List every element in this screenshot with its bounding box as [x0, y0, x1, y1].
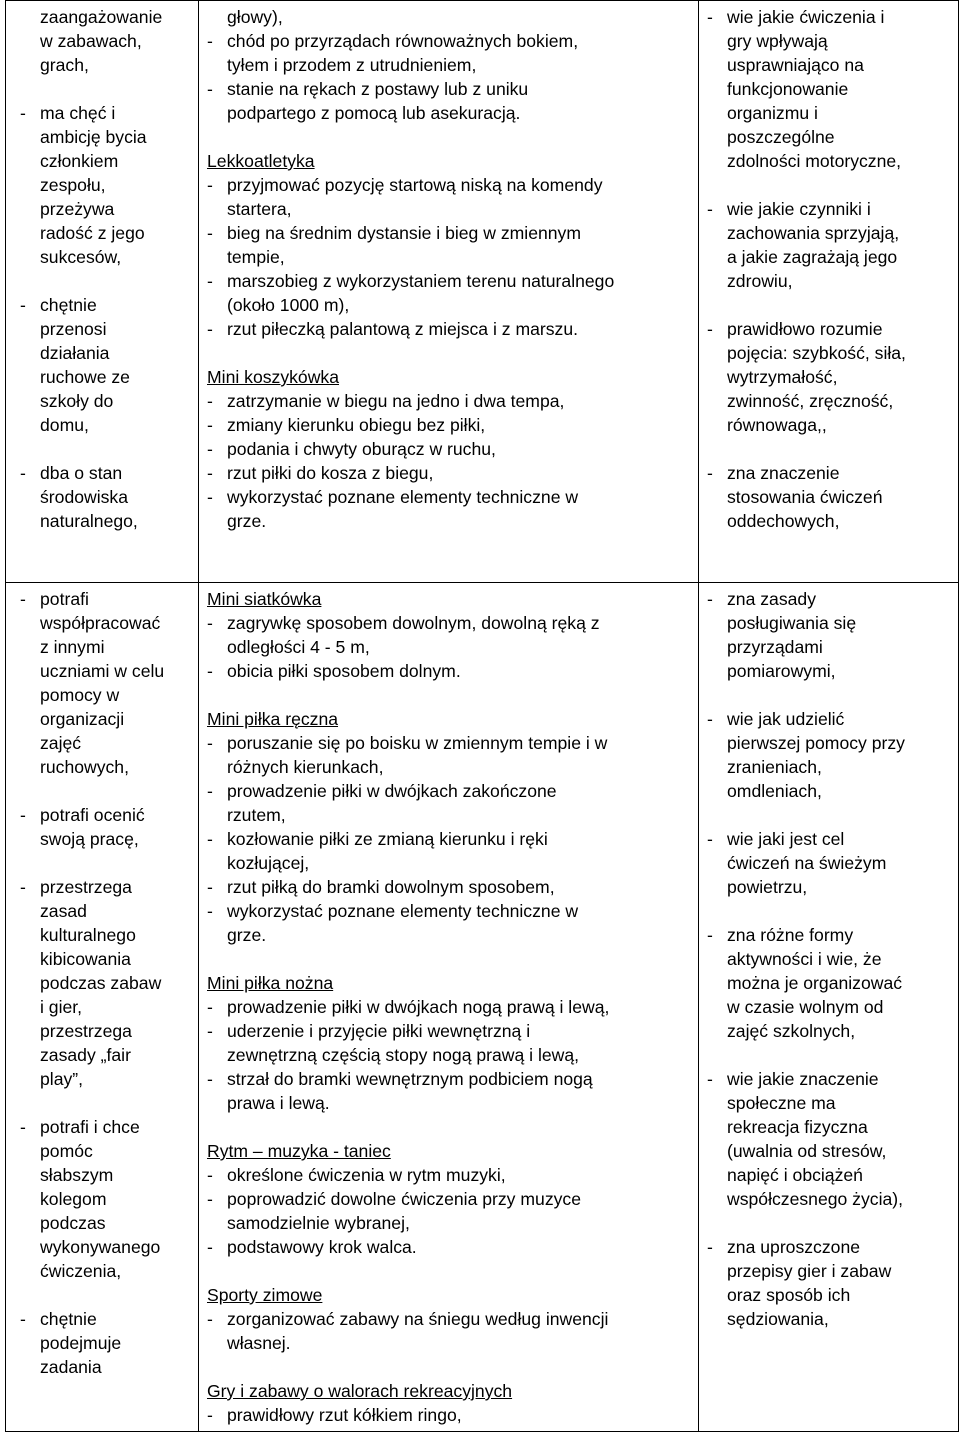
list-item — [707, 1235, 954, 1331]
bullet-dash: - — [707, 7, 713, 27]
list-item-line: kozłującej, — [227, 853, 310, 873]
list-item — [20, 293, 194, 437]
spacer — [707, 683, 954, 707]
list-item-line: tyłem i przodem z utrudnieniem, — [227, 55, 477, 75]
list-item-line: stanie na rękach z postawy lub z uniku — [227, 79, 529, 99]
text-line: w zabawach, — [40, 31, 142, 51]
list-item-line: kibicowania — [40, 949, 131, 969]
bullet-dash: - — [207, 463, 213, 483]
list-item-line: zna uproszczone — [727, 1237, 861, 1257]
list-item — [207, 995, 692, 1019]
list-item-line: uczniami w celu — [40, 661, 165, 681]
bullet-dash: - — [207, 1405, 213, 1425]
list-item-line: słabszym — [40, 1165, 114, 1185]
spacer — [707, 173, 954, 197]
list-item-line: rzut piłeczką palantową z miejsca i z marszu. — [227, 319, 579, 339]
bullet-dash: - — [707, 463, 713, 483]
bullet-dash: - — [207, 877, 213, 897]
list-item-line: ma chęć i — [40, 103, 116, 123]
text-line: głowy), — [227, 7, 283, 27]
list-item — [207, 1163, 692, 1187]
list-item-line: można je organizować — [727, 973, 903, 993]
list-item-line: wie jak udzielić — [727, 709, 845, 729]
list-item-line: ruchowych, — [40, 757, 129, 777]
list-item-line: działania — [40, 343, 110, 363]
bullet-dash: - — [207, 271, 213, 291]
list-item-line: potrafi i chce — [40, 1117, 140, 1137]
spacer — [707, 437, 954, 461]
list-item-line: zdrowiu, — [727, 271, 793, 291]
text-line: zaangażowanie — [40, 7, 163, 27]
list-item-line: pomóc — [40, 1141, 93, 1161]
list-item — [207, 1187, 692, 1235]
list-item-line: zadania — [40, 1357, 102, 1377]
list-item — [707, 587, 954, 683]
section-heading: Sporty zimowe — [207, 1285, 323, 1305]
bullet-dash: - — [207, 613, 213, 633]
list-item-line: (uwalnia od stresów, — [727, 1141, 887, 1161]
list-item-line: przyrządami — [727, 637, 823, 657]
bullet-dash: - — [207, 997, 213, 1017]
spacer — [20, 779, 194, 803]
list-item-line: pojęcia: szybkość, siła, — [727, 343, 906, 363]
list-item-line: poszczególne — [727, 127, 835, 147]
list-item-line: zdolności motoryczne, — [727, 151, 902, 171]
list-item-line: oddechowych, — [727, 511, 840, 531]
list-item-line: zna znaczenie — [727, 463, 840, 483]
bullet-dash: - — [207, 415, 213, 435]
spacer — [207, 947, 692, 971]
list-item-line: prawidłowy rzut kółkiem ringo, — [227, 1405, 462, 1425]
list-item — [207, 731, 692, 779]
list-item-line: rzutem, — [227, 805, 286, 825]
list-item-line: sędziowania, — [727, 1309, 829, 1329]
list-item — [20, 1307, 194, 1379]
list-item — [207, 1307, 692, 1355]
section-heading: Mini koszykówka — [207, 367, 339, 387]
list-item-line: zasad — [40, 901, 87, 921]
list-item — [207, 437, 692, 461]
spacer — [207, 683, 692, 707]
list-item-line: domu, — [40, 415, 89, 435]
list-item-line: funkcjonowanie — [727, 79, 849, 99]
bullet-dash: - — [707, 925, 713, 945]
list-item-line: zranieniach, — [727, 757, 822, 777]
bullet-dash: - — [707, 319, 713, 339]
list-item-line: usprawniająco na — [727, 55, 864, 75]
bullet-dash: - — [207, 31, 213, 51]
list-item-line: oraz sposób ich — [727, 1285, 851, 1305]
bullet-dash: - — [207, 175, 213, 195]
spacer — [207, 1259, 692, 1283]
spacer — [20, 1091, 194, 1115]
list-item-line: chętnie — [40, 1309, 97, 1329]
list-item-line: organizmu i — [727, 103, 818, 123]
list-item — [207, 77, 692, 125]
list-item-line: dba o stan — [40, 463, 123, 483]
list-item-line: z innymi — [40, 637, 105, 657]
list-item-line: zagrywkę sposobem dowolnym, dowolną ręką z — [227, 613, 600, 633]
list-item-line: przestrzega — [40, 1021, 132, 1041]
attitudes-cell — [6, 1, 199, 583]
bullet-dash: - — [207, 829, 213, 849]
list-item — [207, 461, 692, 485]
list-item-line: zna różne formy — [727, 925, 854, 945]
list-item-line: ruchowe ze — [40, 367, 130, 387]
list-item-line: przeżywa — [40, 199, 115, 219]
list-item-line: zatrzymanie w biegu na jedno i dwa tempa, — [227, 391, 565, 411]
list-item-line: określone ćwiczenia w rytm muzyki, — [227, 1165, 506, 1185]
list-item — [207, 413, 692, 437]
list-item — [207, 899, 692, 947]
list-item-line: szkoły do — [40, 391, 114, 411]
list-item-line: wykorzystać poznane elementy techniczne w — [227, 901, 579, 921]
list-item-line: prowadzenie piłki w dwójkach zakończone — [227, 781, 557, 801]
list-item-line: ambicję bycia — [40, 127, 147, 147]
list-item — [707, 461, 954, 533]
skills-cell — [199, 1, 699, 583]
list-item-line: pomocy w — [40, 685, 120, 705]
skills-cell — [199, 583, 699, 1432]
spacer — [707, 1043, 954, 1067]
list-item — [207, 611, 692, 659]
list-item-line: play”, — [40, 1069, 84, 1089]
bullet-dash: - — [207, 487, 213, 507]
list-item-line: swoją pracę, — [40, 829, 139, 849]
list-item-line: zespołu, — [40, 175, 106, 195]
list-item-line: bieg na średnim dystansie i bieg w zmiennym — [227, 223, 581, 243]
list-item-line: zwinność, zręczność, — [727, 391, 894, 411]
list-item — [207, 173, 692, 221]
spacer — [707, 803, 954, 827]
list-item-line: prawidłowo rozumie — [727, 319, 883, 339]
section-heading: Mini piłka ręczna — [207, 709, 339, 729]
list-item-line: wie jaki jest cel — [727, 829, 845, 849]
list-item-line: przestrzega — [40, 877, 132, 897]
bullet-dash: - — [207, 391, 213, 411]
bullet-dash: - — [207, 661, 213, 681]
knowledge-cell — [699, 583, 959, 1432]
knowledge-cell — [699, 1, 959, 583]
list-item-line: pomiarowymi, — [727, 661, 836, 681]
list-item-line: zachowania sprzyjają, — [727, 223, 900, 243]
list-item-line: zorganizować zabawy na śniegu według inwencji — [227, 1309, 609, 1329]
bullet-dash: - — [207, 1309, 213, 1329]
list-item-line: członkiem — [40, 151, 119, 171]
list-item-line: omdleniach, — [727, 781, 822, 801]
bullet-dash: - — [207, 1189, 213, 1209]
list-item-line: strzał do bramki wewnętrznym podbiciem nogą — [227, 1069, 593, 1089]
text-line: grach, — [40, 55, 89, 75]
list-item-line: prawa i lewą. — [227, 1093, 330, 1113]
list-item-line: kulturalnego — [40, 925, 136, 945]
list-item — [207, 827, 692, 875]
bullet-dash: - — [207, 439, 213, 459]
bullet-dash: - — [207, 1021, 213, 1041]
list-item-line: a jakie zagrażają jego — [727, 247, 898, 267]
curriculum-table — [5, 0, 959, 1432]
list-item-line: samodzielnie wybranej, — [227, 1213, 410, 1233]
list-item-line: wytrzymałość, — [727, 367, 838, 387]
list-item-line: poruszanie się po boisku w zmiennym tempie i w — [227, 733, 608, 753]
list-item-line: aktywności i wie, że — [727, 949, 882, 969]
list-item-line: zajęć szkolnych, — [727, 1021, 856, 1041]
spacer — [20, 437, 194, 461]
list-item-line: stosowania ćwiczeń — [727, 487, 883, 507]
list-item-line: podczas zabaw — [40, 973, 162, 993]
bullet-dash: - — [207, 901, 213, 921]
list-item — [20, 461, 194, 533]
list-item-line: wie jakie ćwiczenia i — [727, 7, 885, 27]
list-item-line: rekreacja fizyczna — [727, 1117, 868, 1137]
list-item — [707, 197, 954, 293]
bullet-dash: - — [207, 733, 213, 753]
list-item-line: równowaga,, — [727, 415, 827, 435]
list-item-line: kolegom — [40, 1189, 107, 1209]
bullet-dash: - — [207, 1165, 213, 1185]
bullet-dash: - — [207, 781, 213, 801]
list-item — [707, 707, 954, 803]
list-item-line: wie jakie znaczenie — [727, 1069, 879, 1089]
list-item — [707, 827, 954, 899]
bullet-dash: - — [20, 589, 26, 609]
bullet-dash: - — [20, 103, 26, 123]
list-item — [20, 587, 194, 779]
list-item-line: startera, — [227, 199, 292, 219]
list-item-line: rzut piłką do bramki dowolnym sposobem, — [227, 877, 555, 897]
bullet-dash: - — [20, 805, 26, 825]
list-item-line: tempie, — [227, 247, 285, 267]
section-heading: Gry i zabawy o walorach rekreacyjnych — [207, 1381, 513, 1401]
list-item — [207, 269, 692, 317]
list-item-line: rzut piłki do kosza z biegu, — [227, 463, 434, 483]
list-item — [20, 1115, 194, 1283]
spacer — [20, 851, 194, 875]
list-item-line: ćwiczeń na świeżym — [727, 853, 887, 873]
list-item-line: podstawowy krok walca. — [227, 1237, 417, 1257]
list-item — [20, 101, 194, 269]
list-item-line: posługiwania się — [727, 613, 857, 633]
list-item — [707, 1067, 954, 1211]
list-item-line: (około 1000 m), — [227, 295, 350, 315]
list-item — [707, 923, 954, 1043]
list-item-line: marszobieg z wykorzystaniem terenu naturalnego — [227, 271, 615, 291]
table-row — [6, 1, 959, 583]
list-item-line: uderzenie i przyjęcie piłki wewnętrzną i — [227, 1021, 531, 1041]
list-item-line: poprowadzić dowolne ćwiczenia przy muzyce — [227, 1189, 581, 1209]
spacer — [707, 899, 954, 923]
bullet-dash: - — [20, 1309, 26, 1329]
bullet-dash: - — [20, 463, 26, 483]
spacer — [707, 1211, 954, 1235]
list-item-line: gry wpływają — [727, 31, 828, 51]
bullet-dash: - — [207, 1237, 213, 1257]
spacer — [20, 77, 194, 101]
bullet-dash: - — [207, 319, 213, 339]
list-item-line: współpracować — [40, 613, 161, 633]
attitudes-cell — [6, 583, 199, 1432]
table-row — [6, 583, 959, 1432]
list-item-line: pierwszej pomocy przy — [727, 733, 905, 753]
bullet-dash: - — [707, 709, 713, 729]
list-item-line: radość z jego — [40, 223, 145, 243]
bullet-dash: - — [20, 295, 26, 315]
list-item-line: podpartego z pomocą lub asekuracją. — [227, 103, 521, 123]
list-item — [207, 659, 692, 683]
list-item-line: i gier, — [40, 997, 83, 1017]
list-item-line: potrafi — [40, 589, 89, 609]
list-item-line: chód po przyrządach równoważnych bokiem, — [227, 31, 579, 51]
section-heading: Mini siatkówka — [207, 589, 322, 609]
list-item-line: sukcesów, — [40, 247, 122, 267]
spacer — [207, 341, 692, 365]
list-item-line: własnej. — [227, 1333, 291, 1353]
list-item-line: współczesnego życia), — [727, 1189, 904, 1209]
list-item-line: podejmuje — [40, 1333, 122, 1353]
list-item — [207, 1019, 692, 1067]
list-item-line: chętnie — [40, 295, 97, 315]
list-item-line: zajęć — [40, 733, 82, 753]
list-item-line: obicia piłki sposobem dolnym. — [227, 661, 461, 681]
list-item-line: organizacji — [40, 709, 125, 729]
list-item-line: ćwiczenia, — [40, 1261, 122, 1281]
bullet-dash: - — [207, 79, 213, 99]
list-item-line: środowiska — [40, 487, 129, 507]
list-item-line: zna zasady — [727, 589, 816, 609]
list-item-line: podczas — [40, 1213, 106, 1233]
list-item-line: powietrzu, — [727, 877, 808, 897]
bullet-dash: - — [207, 1069, 213, 1089]
list-item-line: kozłowanie piłki ze zmianą kierunku i ręki — [227, 829, 548, 849]
list-item — [207, 779, 692, 827]
list-item-line: grze. — [227, 511, 267, 531]
list-item — [707, 317, 954, 437]
list-item — [207, 317, 692, 341]
list-item-line: różnych kierunkach, — [227, 757, 384, 777]
bullet-dash: - — [707, 199, 713, 219]
list-item — [207, 221, 692, 269]
list-item — [20, 803, 194, 851]
list-item-line: podania i chwyty oburącz w ruchu, — [227, 439, 496, 459]
bullet-dash: - — [707, 829, 713, 849]
list-item-line: społeczne ma — [727, 1093, 836, 1113]
bullet-dash: - — [20, 1117, 26, 1137]
list-item-line: potrafi ocenić — [40, 805, 145, 825]
list-item-line: zmiany kierunku obiegu bez piłki, — [227, 415, 486, 435]
spacer — [207, 1355, 692, 1379]
list-item-line: w czasie wolnym od — [727, 997, 884, 1017]
bullet-dash: - — [707, 1069, 713, 1089]
section-heading: Rytm – muzyka - taniec — [207, 1141, 391, 1161]
list-item — [207, 1403, 692, 1427]
spacer — [20, 1283, 194, 1307]
list-item — [207, 29, 692, 77]
list-item-line: zasady „fair — [40, 1045, 131, 1065]
list-item — [207, 389, 692, 413]
spacer — [707, 293, 954, 317]
spacer — [207, 125, 692, 149]
list-item-line: odległości 4 - 5 m, — [227, 637, 370, 657]
spacer — [20, 269, 194, 293]
list-item — [20, 875, 194, 1091]
list-item-line: przepisy gier i zabaw — [727, 1261, 892, 1281]
list-item-line: napięć i obciążeń — [727, 1165, 863, 1185]
spacer — [207, 1115, 692, 1139]
list-item-line: wie jakie czynniki i — [727, 199, 871, 219]
list-item-line: wykorzystać poznane elementy techniczne w — [227, 487, 579, 507]
list-item-line: grze. — [227, 925, 267, 945]
section-heading: Mini piłka nożna — [207, 973, 334, 993]
list-item — [207, 875, 692, 899]
bullet-dash: - — [707, 589, 713, 609]
section-heading: Lekkoatletyka — [207, 151, 315, 171]
list-item — [207, 1235, 692, 1259]
bullet-dash: - — [20, 877, 26, 897]
list-item-line: przenosi — [40, 319, 107, 339]
list-item — [207, 485, 692, 533]
list-item — [207, 1067, 692, 1115]
list-item-line: zewnętrzną częścią stopy nogą prawą i lewą, — [227, 1045, 580, 1065]
list-item — [707, 5, 954, 173]
list-item-line: naturalnego, — [40, 511, 138, 531]
bullet-dash: - — [707, 1237, 713, 1257]
list-item-line: wykonywanego — [40, 1237, 161, 1257]
bullet-dash: - — [207, 223, 213, 243]
list-item-line: prowadzenie piłki w dwójkach nogą prawą i lewą, — [227, 997, 610, 1017]
list-item-line: przyjmować pozycję startową niską na komendy — [227, 175, 603, 195]
